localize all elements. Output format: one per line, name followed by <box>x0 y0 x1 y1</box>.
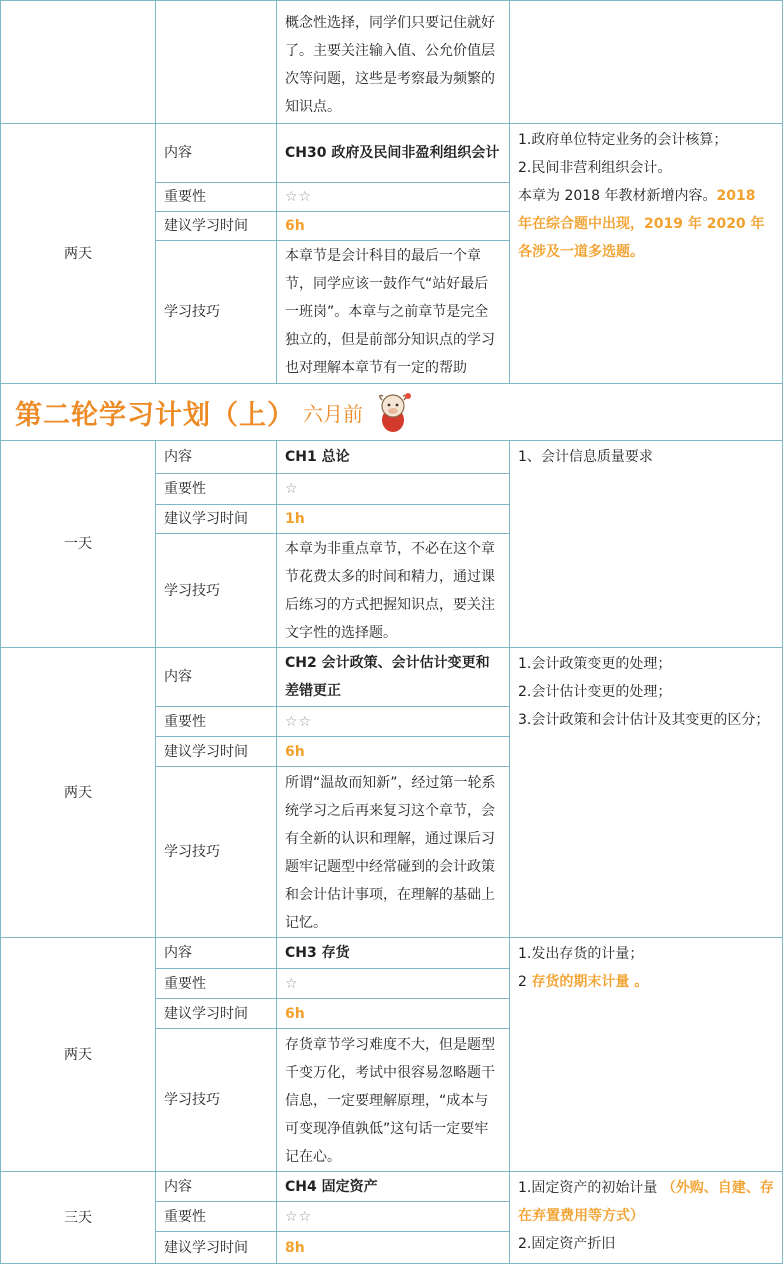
importance-stars: ☆☆ <box>276 182 510 212</box>
days-cell: 一天 <box>0 440 156 648</box>
key-points: 1、会计信息质量要求 <box>509 440 783 648</box>
tips-text: 存货章节学习难度不大，但是题型千变万化，考试中很容易忽略题干信息，一定要理解原理，“成本与可变现净值孰低”这句话一定要牢记在心。 <box>276 1028 510 1172</box>
label-study-time: 建议学习时间 <box>155 504 277 534</box>
importance-stars: ☆ <box>276 473 510 505</box>
importance-stars: ☆☆ <box>276 706 510 737</box>
days-cell: 两天 <box>0 937 156 1172</box>
label-importance: 重要性 <box>155 706 277 737</box>
tips-text: 本章节是会计科目的最后一个章节，同学应该一鼓作气“站好最后一班岗”。本章与之前章节是完全独立的，但是前部分知识点的学习也对理解本章节有一定的帮助 <box>276 240 510 384</box>
label-content: 内容 <box>155 123 277 183</box>
days-cell: 三天 <box>0 1171 156 1264</box>
banner-subtitle: 六月前 <box>303 401 363 426</box>
key-points: 1.会计政策变更的处理； 2.会计估计变更的处理； 3.会计政策和会计估计及其变更的区分； <box>509 647 783 938</box>
label-study-time: 建议学习时间 <box>155 998 277 1029</box>
tips-text: 本章为非重点章节，不必在这个章节花费太多的时间和精力，通过课后练习的方式把握知识点，要关注文字性的选择题。 <box>276 533 510 648</box>
days-cell: 两天 <box>0 647 156 938</box>
importance-stars: ☆ <box>276 968 510 999</box>
label-content: 内容 <box>155 647 277 707</box>
study-time-value: 1h <box>276 504 510 534</box>
chapter-title: CH1 总论 <box>276 440 510 474</box>
key-points: 1.固定资产的初始计量 （外购、自建、存在弃置费用等方式） 2.固定资产折旧 <box>509 1171 783 1264</box>
importance-stars: ☆☆ <box>276 1201 510 1232</box>
label-importance: 重要性 <box>155 1201 277 1232</box>
label-study-time: 建议学习时间 <box>155 736 277 767</box>
label-importance: 重要性 <box>155 182 277 212</box>
days-cell-top <box>0 0 156 124</box>
label-importance: 重要性 <box>155 968 277 999</box>
label-tips: 学习技巧 <box>155 533 277 648</box>
study-time-value: 6h <box>276 998 510 1029</box>
label-tips: 学习技巧 <box>155 240 277 384</box>
label-cell-top <box>155 0 277 124</box>
tips-text: 概念性选择，同学们只要记住就好了。主要关注输入值、公允价值层次等问题，这些是考察最为频繁的知识点。 <box>285 15 495 115</box>
chapter-title: CH3 存货 <box>276 937 510 969</box>
points-cell-top <box>509 0 783 124</box>
label-study-time: 建议学习时间 <box>155 1231 277 1264</box>
chapter-title: CH4 固定资产 <box>276 1171 510 1202</box>
label-tips: 学习技巧 <box>155 1028 277 1172</box>
label-content: 内容 <box>155 1171 277 1202</box>
label-importance: 重要性 <box>155 473 277 505</box>
study-time-value: 6h <box>276 211 510 241</box>
tips-text: 所谓“温故而知新”，经过第一轮系统学习之后再来复习这个章节，会有全新的认识和理解，通过课后习题牢记题型中经常碰到的会计政策和会计估计事项，在理解的基础上记忆。 <box>276 766 510 938</box>
chapter-title: CH2 会计政策、会计估计变更和差错更正 <box>276 647 510 707</box>
label-tips: 学习技巧 <box>155 766 277 938</box>
days-cell: 两天 <box>0 123 156 384</box>
label-content: 内容 <box>155 440 277 474</box>
chapter-title: CH30 政府及民间非盈利组织会计 <box>276 123 510 183</box>
label-content: 内容 <box>155 937 277 969</box>
section-banner <box>0 383 783 441</box>
study-time-value: 6h <box>276 736 510 767</box>
key-points: 1.政府单位特定业务的会计核算； 2.民间非营利组织会计。 本章为 2018 年教材新增内容。2018 年在综合题中出现，2019 年 2020 年各涉及一道多选题。 <box>509 123 783 384</box>
key-points: 1.发出存货的计量； 2 存货的期末计量 。 <box>509 937 783 1172</box>
study-time-value: 8h <box>276 1231 510 1264</box>
tips-cell-top <box>276 0 510 124</box>
label-study-time: 建议学习时间 <box>155 211 277 241</box>
banner-title: 第二轮学习计划（上） <box>15 399 295 431</box>
mascot-icon <box>373 390 413 434</box>
